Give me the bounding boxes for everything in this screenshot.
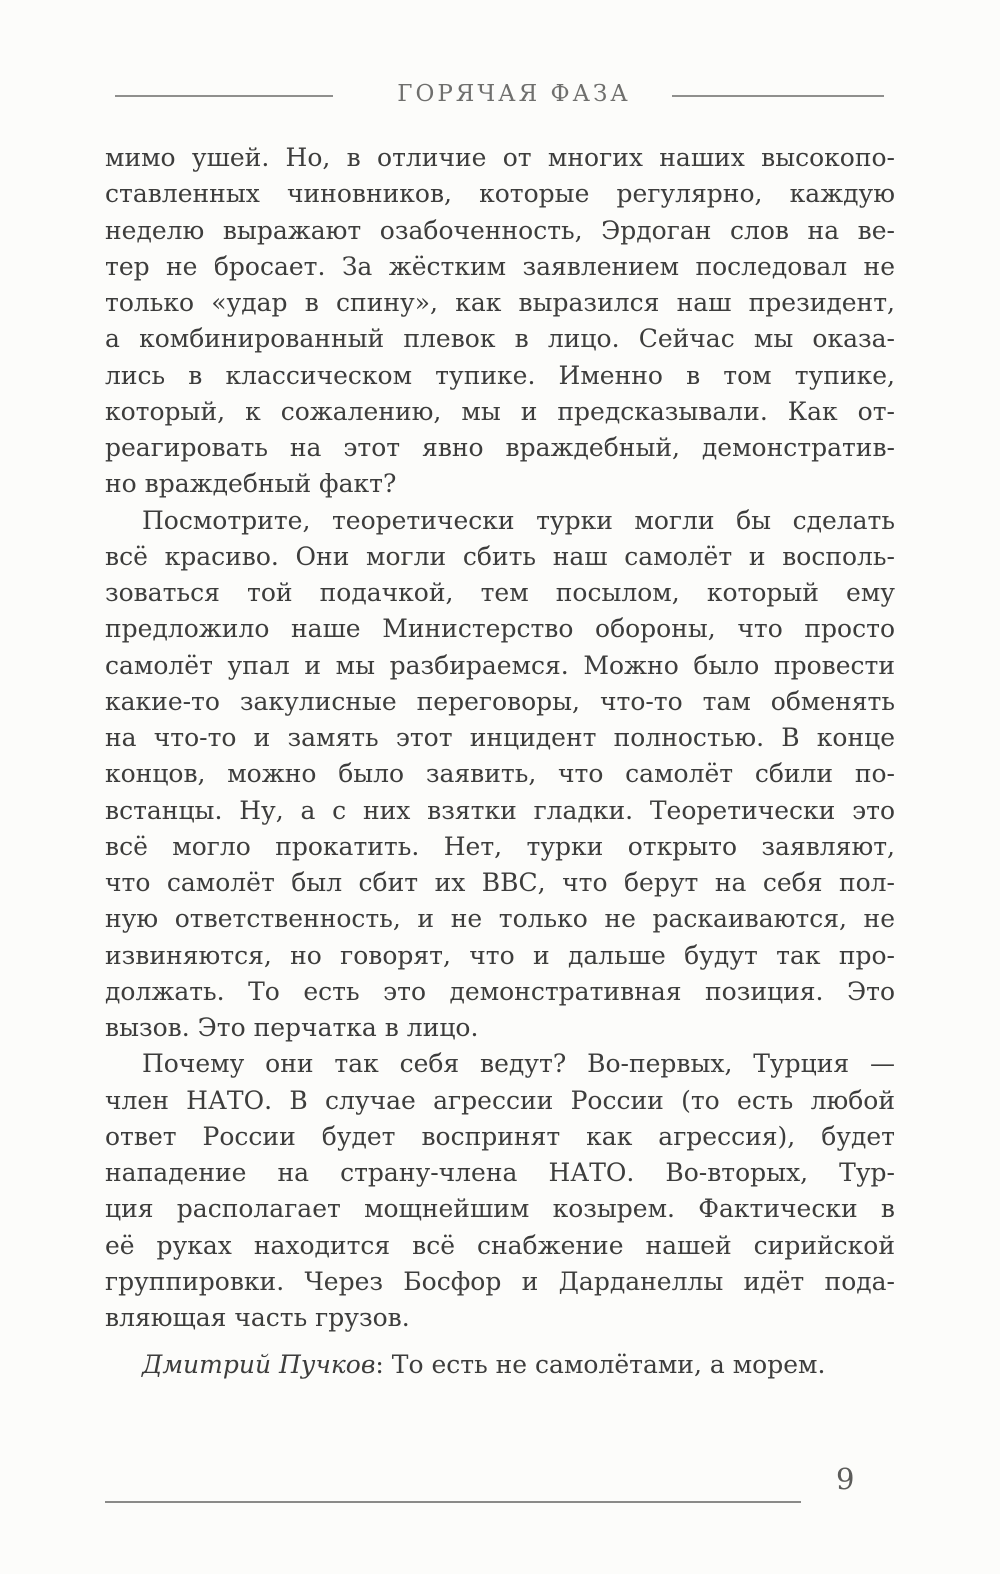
text-line: ставленных чиновников, которые регулярно, каждую — [105, 179, 895, 209]
text-line: реагировать на этот явно враждебный, демонстратив- — [105, 433, 895, 462]
text-line: вызов. Это перчатка в лицо. — [105, 1013, 479, 1042]
text-line: всё могло прокатить. Нет, турки открыто заявляют, — [105, 831, 895, 861]
text-line: неделю выражают озабоченность, Эрдоган слов на ве- — [105, 215, 895, 245]
text-line: ответ России будет воспринят как агрессия), будет — [105, 1121, 895, 1151]
text-line: но враждебный факт? — [105, 469, 397, 499]
text-line: встанцы. Ну, а с них взятки гладки. Теоретически это — [105, 795, 895, 825]
text-line: член НАТО. В случае агрессии России (то есть любой — [105, 1085, 895, 1115]
text-line: который, к сожалению, мы и предсказывали. Как от- — [105, 396, 895, 426]
text-line: концов, можно было заявить, что самолёт сбили по- — [105, 759, 895, 789]
text-line: а комбинированный плевок в лицо. Сейчас мы оказа- — [105, 324, 895, 354]
running-header — [0, 0, 1000, 120]
dialogue-line: Дмитрий Пучков: То есть не самолётами, а морем. — [142, 1350, 826, 1380]
page-number: 9 — [836, 1462, 855, 1496]
text-line: всё красиво. Они могли сбить наш самолёт и восполь- — [105, 541, 895, 571]
text-line: только «удар в спину», как выразился наш президент, — [105, 288, 895, 317]
text-line: Почему они так себя ведут? Во-первых, Турция — — [142, 1049, 895, 1079]
text-line: тер не бросает. За жёстким заявлением последовал не — [105, 251, 895, 281]
speaker-name: Дмитрий Пучков — [142, 1350, 376, 1380]
text-line: какие-то закулисные переговоры, что-то там обменять — [105, 686, 895, 716]
text-line: мимо ушей. Но, в отличие от многих наших высокопо- — [105, 143, 895, 172]
text-line: самолёт упал и мы разбираемся. Можно было провести — [105, 650, 895, 680]
text-line: на что-то и замять этот инцидент полностью. В конце — [105, 723, 895, 752]
text-line: предложило наше Министерство обороны, что просто — [105, 614, 895, 644]
paragraph — [105, 140, 895, 503]
text-line: вляющая часть грузов. — [105, 1303, 410, 1332]
body-text — [105, 140, 895, 1384]
paragraph — [105, 1347, 895, 1383]
text-line: извиняются, но говорят, что и дальше будут так про- — [105, 940, 895, 970]
text-line: Посмотрите, теоретически турки могли бы сделать — [142, 505, 895, 535]
footer-rule — [105, 1501, 801, 1503]
header-rule-right — [672, 95, 884, 97]
text-line: ция располагает мощнейшим козырем. Фактически в — [105, 1194, 895, 1224]
text-line: зоваться той подачкой, тем посылом, который ему — [105, 578, 895, 607]
text-line: ную ответственность, и не только не раскаиваются, не — [105, 904, 895, 934]
chapter-title: ГОРЯЧАЯ ФАЗА — [397, 81, 631, 107]
text-line: группировки. Через Босфор и Дарданеллы идёт пода- — [105, 1266, 895, 1296]
text-line: должать. То есть это демонстративная позиция. Это — [105, 976, 895, 1006]
paragraph — [105, 1046, 895, 1336]
text-line: её руках находится всё снабжение нашей сирийской — [105, 1230, 895, 1260]
text-line: что самолёт был сбит их ВВС, что берут на себя пол- — [105, 868, 895, 897]
text-line: лись в классическом тупике. Именно в том тупике, — [105, 360, 895, 390]
text-line: нападение на страну-члена НАТО. Во-вторых, Тур- — [105, 1158, 895, 1187]
paragraph — [105, 503, 895, 1047]
